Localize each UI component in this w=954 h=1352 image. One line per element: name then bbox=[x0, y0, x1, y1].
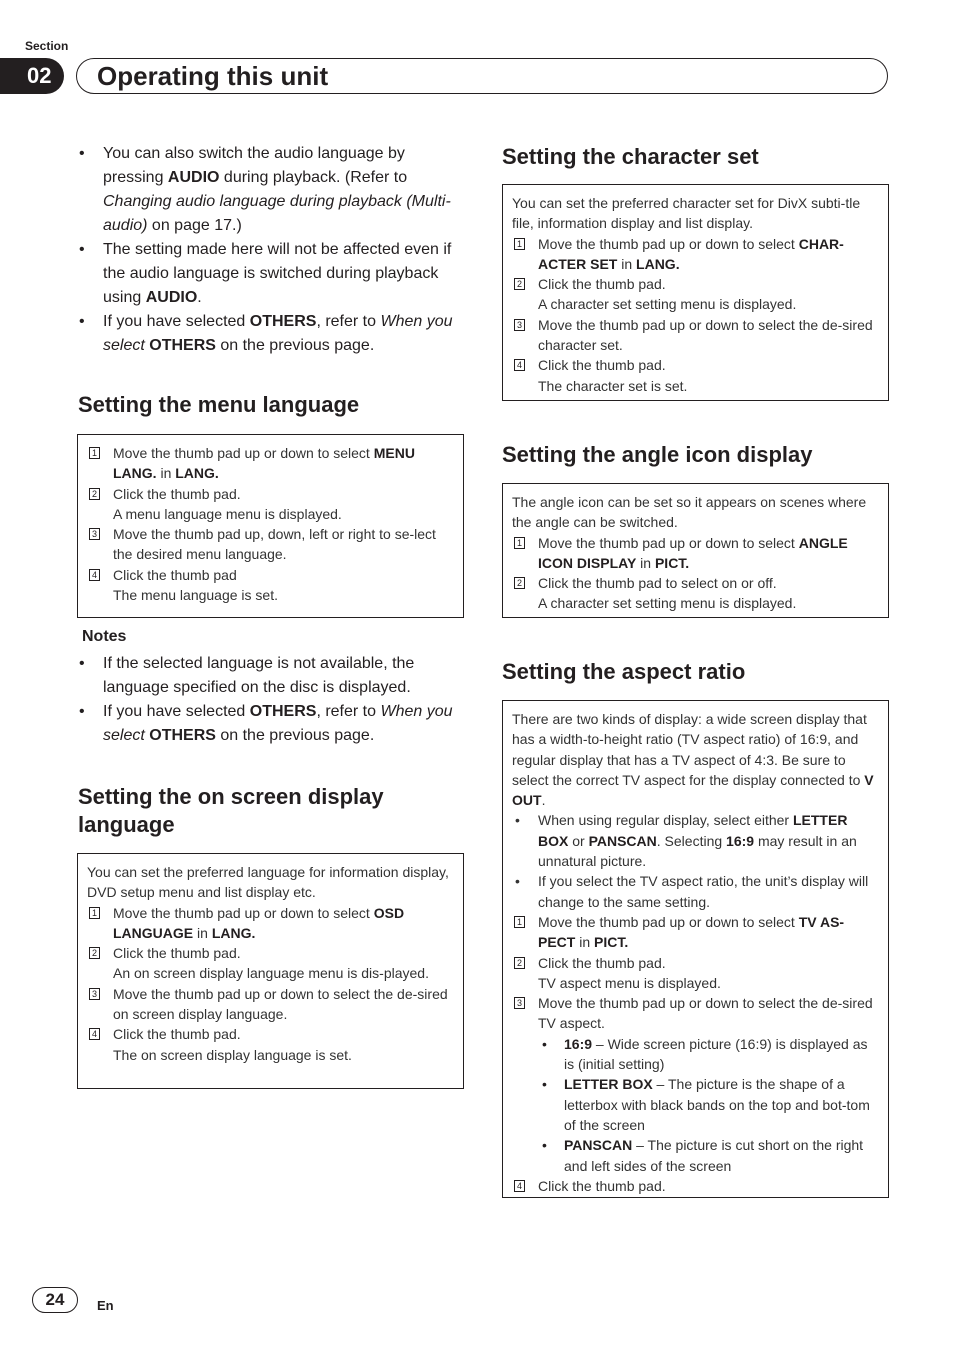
list-item: • If you have selected OTHERS, refer to When you select OTHERS on the previous page. bbox=[78, 310, 464, 358]
step-item: 3 Move the thumb pad up or down to select the de-sired on screen display language. bbox=[87, 984, 454, 1025]
step-item: 4 Click the thumb pad bbox=[87, 565, 454, 585]
step-result: The character set is set. bbox=[538, 377, 688, 394]
step-result: The on screen display language is set. bbox=[113, 1046, 352, 1063]
menu-language-heading: Setting the menu language bbox=[78, 392, 360, 417]
angle-icon-steps-box bbox=[502, 483, 889, 618]
option-item: • PANSCAN – The picture is cut short on the right and left sides of the screen bbox=[512, 1135, 879, 1176]
step-item: 2 Click the thumb pad. bbox=[87, 484, 454, 504]
step-item: 4 Click the thumb pad. bbox=[512, 1176, 879, 1196]
step-item: 1 Move the thumb pad up or down to select ANGLE ICON DISPLAY in PICT. bbox=[512, 533, 879, 574]
list-item: • The setting made here will not be affected even if the audio language is switched during playback using AUDIO. bbox=[78, 238, 464, 310]
list-item: • If the selected language is not available, the language specified on the disc is displayed. bbox=[78, 652, 464, 700]
step-item: 2 Click the thumb pad. bbox=[512, 274, 879, 294]
option-item: • LETTER BOX – The picture is the shape of a letterbox with black bands on the top and bot-tom of the screen bbox=[512, 1074, 879, 1135]
step-item: 4 Click the thumb pad. bbox=[87, 1024, 454, 1044]
menu-language-steps-box bbox=[77, 434, 464, 618]
notes-list bbox=[78, 652, 464, 748]
character-set-steps-box bbox=[502, 184, 889, 401]
chapter-title: Operating this unit bbox=[76, 58, 888, 94]
list-item: • If you select the TV aspect ratio, the unit’s display will change to the same setting. bbox=[512, 871, 879, 912]
step-result: The menu language is set. bbox=[113, 587, 278, 604]
page-number: 24 bbox=[32, 1287, 78, 1313]
step-result: TV aspect menu is displayed. bbox=[538, 974, 721, 991]
intro-bullet-list bbox=[78, 142, 464, 358]
step-result: An on screen display language menu is dis-played. bbox=[113, 965, 429, 982]
option-item: • 16:9 – Wide screen picture (16:9) is displayed as is (initial setting) bbox=[512, 1034, 879, 1075]
step-result: A character set setting menu is displayed. bbox=[538, 296, 797, 313]
step-item: 4 Click the thumb pad. bbox=[512, 355, 879, 375]
step-item: 1 Move the thumb pad up or down to select TV AS-PECT in PICT. bbox=[512, 912, 879, 953]
aspect-ratio-steps-box bbox=[502, 700, 889, 1198]
character-set-heading: Setting the character set bbox=[502, 144, 759, 169]
box-intro: There are two kinds of display: a wide screen display that has a width-to-height ratio (TV aspect ratio) of 16:9, and regular display that has a TV aspect of 4:3. Be sure to select the correct TV aspect for the display connected to V OUT. bbox=[512, 711, 874, 809]
step-result: A character set setting menu is displayed. bbox=[538, 595, 797, 612]
list-item: • If you have selected OTHERS, refer to When you select OTHERS on the previous page. bbox=[78, 700, 464, 748]
step-item: 2 Click the thumb pad to select on or off. bbox=[512, 573, 879, 593]
step-item: 3 Move the thumb pad up or down to select the de-sired TV aspect. bbox=[512, 993, 879, 1034]
section-number-tab: 02 bbox=[0, 58, 64, 94]
step-result: A menu language menu is displayed. bbox=[113, 505, 342, 522]
aspect-ratio-heading: Setting the aspect ratio bbox=[502, 659, 746, 684]
step-item: 1 Move the thumb pad up or down to select OSD LANGUAGE in LANG. bbox=[87, 903, 454, 944]
step-item: 2 Click the thumb pad. bbox=[512, 953, 879, 973]
step-item: 3 Move the thumb pad up, down, left or right to se-lect the desired menu language. bbox=[87, 524, 454, 565]
step-item: 1 Move the thumb pad up or down to select CHAR-ACTER SET in LANG. bbox=[512, 234, 879, 275]
language-code: En bbox=[97, 1298, 114, 1313]
step-item: 3 Move the thumb pad up or down to select the de-sired character set. bbox=[512, 315, 879, 356]
osd-language-heading: Setting the on screen display language bbox=[78, 784, 384, 837]
box-intro: The angle icon can be set so it appears on scenes where the angle can be switched. bbox=[512, 494, 867, 531]
osd-language-steps-box bbox=[77, 853, 464, 1089]
list-item: • When using regular display, select either LETTER BOX or PANSCAN. Selecting 16:9 may result in an unnatural picture. bbox=[512, 810, 879, 871]
step-item: 2 Click the thumb pad. bbox=[87, 943, 454, 963]
section-label: Section bbox=[25, 39, 69, 53]
list-item: • You can also switch the audio language by pressing AUDIO during playback. (Refer to Changing audio language during playback (Multi-audio) on page 17.) bbox=[78, 142, 464, 238]
angle-icon-heading: Setting the angle icon display bbox=[502, 442, 813, 467]
step-item: 1 Move the thumb pad up or down to select MENU LANG. in LANG. bbox=[87, 443, 454, 484]
box-intro: You can set the preferred character set for DivX subti-tle file, information display and list display. bbox=[512, 195, 861, 232]
box-intro: You can set the preferred language for information display, DVD setup menu and list display etc. bbox=[87, 864, 449, 901]
notes-title: Notes bbox=[82, 628, 127, 645]
